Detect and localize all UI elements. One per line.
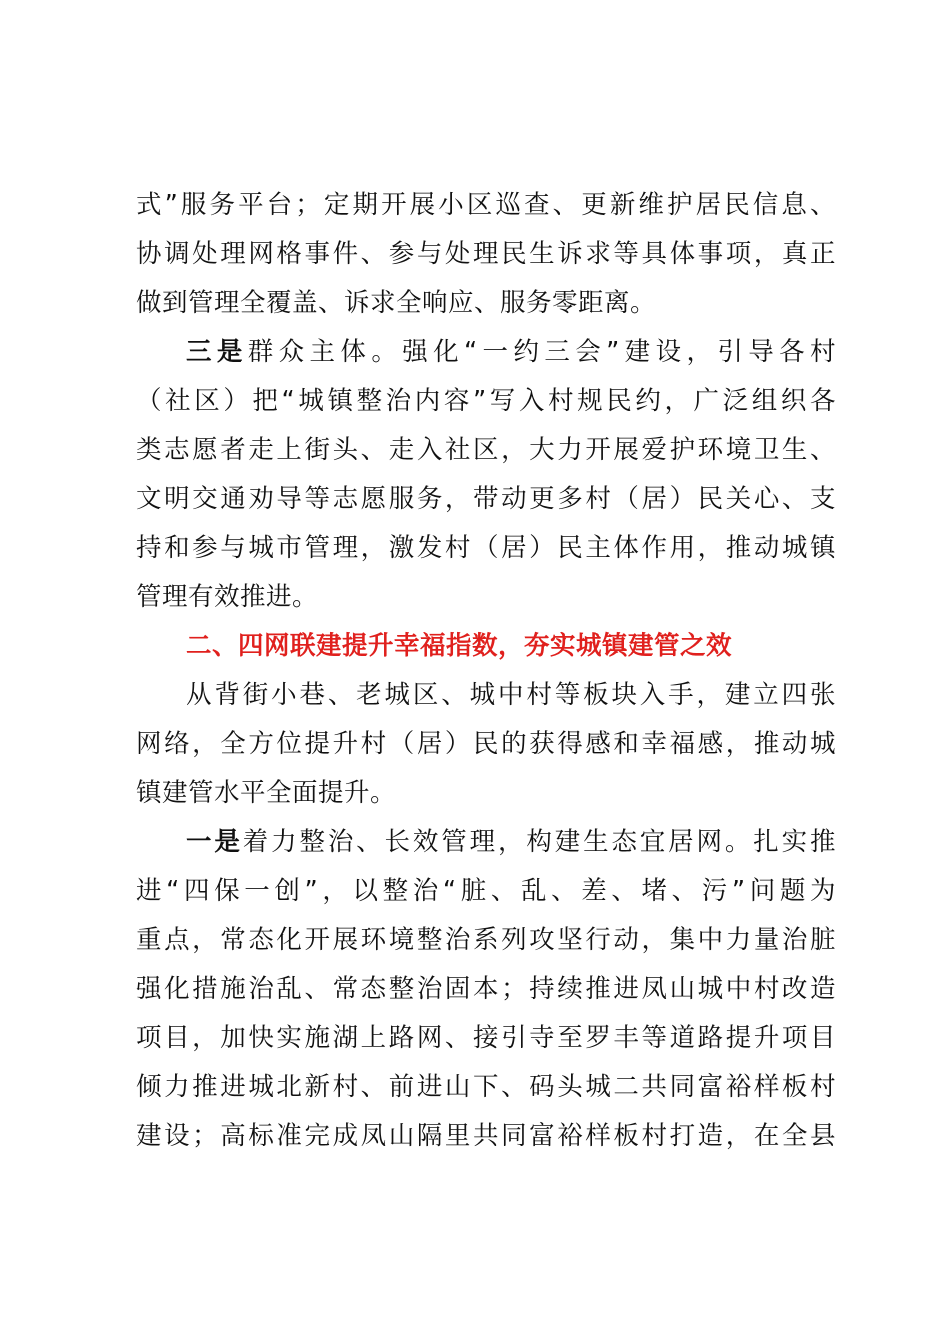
text-line: 重点，常态化开展环境整治系列攻坚行动，集中力量治脏 [136, 925, 836, 955]
text-line: 镇建管水平全面提升。 [136, 778, 397, 808]
text-line: 做到管理全覆盖、诉求全响应、服务零距离。 [136, 288, 657, 318]
lead-bold-text: 三是 [186, 337, 248, 367]
text-line: 项目，加快实施湖上路网、接引寺至罗丰等道路提升项目 [136, 1023, 836, 1053]
text-line: 建设；高标准完成凤山隔里共同富裕样板村打造，在全县 [136, 1121, 836, 1151]
text-line: 强化措施治乱、常态整治固本；持续推进凤山城中村改造 [136, 974, 836, 1004]
text-line: 式”服务平台；定期开展小区巡查、更新维护居民信息、 [136, 190, 836, 220]
paragraph-intro [136, 671, 836, 818]
text-line-lead [136, 328, 836, 377]
text-line: 倾力推进城北新村、前进山下、码头城二共同富裕样板村 [136, 1072, 836, 1102]
text-line: 持和参与城市管理，激发村（居）民主体作用，推动城镇 [136, 533, 836, 563]
paragraph-three [136, 328, 836, 622]
text-line: 类志愿者走上街头、走入社区，大力开展爱护环境卫生、 [136, 435, 836, 465]
text-line-lead [136, 818, 836, 867]
lead-bold-text: 一是 [186, 827, 243, 857]
document-body [136, 181, 836, 1161]
text-line: 网络，全方位提升村（居）民的获得感和幸福感，推动城 [136, 729, 836, 759]
text-line-rest: 着力整治、长效管理，构建生态宜居网。扎实推 [242, 827, 836, 857]
text-line: 协调处理网格事件、参与处理民生诉求等具体事项，真正 [136, 239, 836, 269]
section-heading: 二、四网联建提升幸福指数，夯实城镇建管之效 [186, 631, 733, 661]
text-line: （社区）把“城镇整治内容”写入村规民约，广泛组织各 [136, 386, 836, 416]
text-line: 文明交通劝导等志愿服务，带动更多村（居）民关心、支 [136, 484, 836, 514]
text-line-rest: 群众主体。强化“一约三会”建设，引导各村 [247, 337, 836, 367]
text-line: 进“四保一创”，以整治“脏、乱、差、堵、污”问题为 [136, 876, 836, 906]
paragraph-one [136, 818, 836, 1161]
text-line: 管理有效推进。 [136, 582, 319, 612]
text-line: 从背街小巷、老城区、城中村等板块入手，建立四张 [186, 680, 836, 710]
paragraph-continued [136, 181, 836, 328]
